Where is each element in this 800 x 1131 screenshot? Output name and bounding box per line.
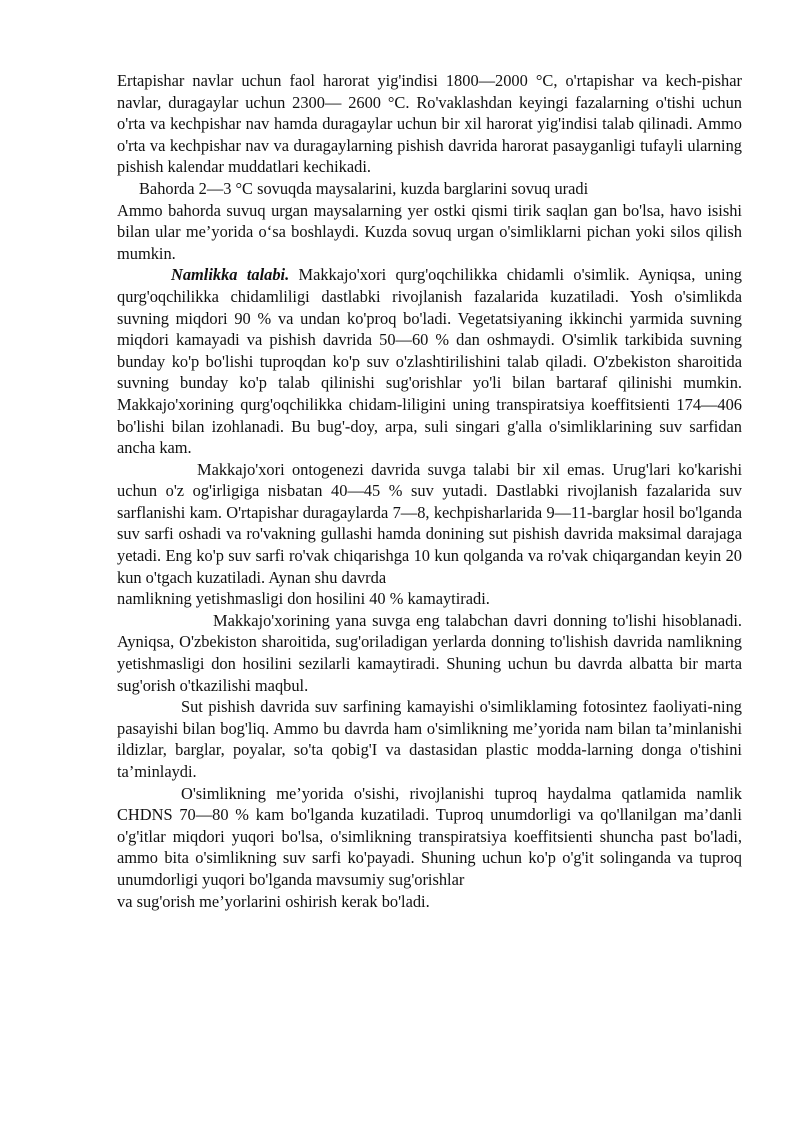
paragraph-irrigation-norms: va sug'orish me’yorlarini oshirish kerak bo'ladi. xyxy=(117,891,430,911)
paragraph-moisture-body: Makkajo'xori qurg'oqchilikka chidamli o'simlik. Ayniqsa, uning qurg'oqchilikka chidamliligi dastlabki rivojlanish fazalarida kuzatiladi. Yosh o'simlikda suvning miqdori 90 % va undan ko'proq bo'ladi. Vegetatsiyaning ikkinchi yarmida suvning miqdori kamayadi va pishish davrida 50—60 % dan oshmaydi. O'simlik tarkibida suvning bunday ko'p bo'lishi tuproqdan ko'p suv o'zlashtirilishini talab qiladi. O'zbekiston sharoitida suvning bunday ko'p talab qilinishi sug'orishlar yo'li bilan bartaraf qilinishi mumkin. Makkajo'xorining qurg'oqchilikka chidam-liligini uning transpiratsiya koeffitsienti 174—406 bo'lishi bilan izohlanadi. Bu bug'-doy, arpa, suli singari g'alla o'simliklarining suv sarfidan ancha kam. xyxy=(117,265,742,458)
paragraph-soil-moisture: O'simlikning me’yorida o'sishi, rivojlanishi tuproq haydalma qatlamida namlik CHDNS 70—80 % kam bo'lganda kuzatiladi. Tuproq unumdorligi va qo'llanilgan ma’danli o'g'itlar miqdori yuqori bo'lsa, o'simlikning transpiratsiya koeffitsienti shuncha past bo'ladi, ammo bita o'simlikning suv sarfi ko'payadi. Shuning uchun ko'p o'g'it solinganda va tuproq unumdorligi yuqori bo'lganda mavsumiy sug'orishlar xyxy=(117,783,742,889)
paragraph-milk-ripeness: Sut pishish davrida suv sarfining kamayishi o'simliklaming fotosintez faoliyati-ning pasayishi bilan bog'liq. Ammo bu davrda ham o'simlikning me’yorida nam bilan ta’minlanishi ildizlar, barglar, poyalar, so'ta qobig'I va dastasidan plastic modda-larning donga o'tishini ta’minlaydi. xyxy=(117,697,742,781)
paragraph-heat-requirement: Ertapishar navlar uchun faol harorat yig'indisi 1800—2000 °C, o'rtapishar va kech-pishar navlar, duragaylar uchun 2300— 2600 °C. Ro'vaklashdan keyingi fazalarning o'tishi uchun o'rta va kechpishar nav hamda duragaylar uchun bir xil harorat yig'indisi talab qilinadi. Ammo o'rta va kechpishar nav va duragaylarning pishish davrida harorat pasayganligi tufayli ularning pishish kalendar muddatlari kechikadi. xyxy=(117,71,742,177)
document-page xyxy=(117,70,742,912)
paragraph-moisture-deficit: namlikning yetishmasligi don hosilini 40 % kamaytiradi. xyxy=(117,589,490,609)
paragraph-grain-filling: Makkajo'xorining yana suvga eng talabchan davri donning to'lishi hisoblanadi. Ayniqsa, O'zbekiston sharoitida, sug'oriladigan yerlarda donning to'lishish davrida namlikning yetishmasligi don hosilini sezilarli kamaytiradi. Shuning uchun bu davrda albatta bir marta sug'orish o'tkazilishi maqbul. xyxy=(117,610,742,695)
paragraph-moisture-requirement xyxy=(117,264,742,458)
paragraph-frost-damage: Bahorda 2—3 °C sovuqda maysalarini, kuzda barglarini sovuq uradi xyxy=(139,178,589,198)
paragraph-ontogenesis-water: Makkajo'xori ontogenezi davrida suvga talabi bir xil emas. Urug'lari ko'karishi uchun o'z og'irligiga nisbatan 40—45 % suv yutadi. Dastlabki rivojlanish fazalarida suv sarflanishi kam. O'rtapishar duragaylarda 7—8, kechpisharlarida 9—11-barglar hosil bo'lganda suv sarfi oshadi va ro'vakning gullashi hamda donining sut pishish davrida maksimal darajaga yetadi. Eng ko'p suv sarfi ro'vak chiqarishga 10 kun qolganda va ro'vak chiqargandan keyin 20 kun o'tgach kuzatiladi. Aynan shu davrda xyxy=(117,459,742,587)
section-heading-moisture: Namlikka talabi. xyxy=(171,265,290,285)
paragraph-frost-recovery: Ammo bahorda suvuq urgan maysalarning yer ostki qismi tirik saqlan gan bo'lsa, havo isishi bilan ular me’yorida o‘sa boshlaydi. Kuzda sovuq urgan o'simliklarni pichan yoki silos qilish mumkin. xyxy=(117,200,742,263)
